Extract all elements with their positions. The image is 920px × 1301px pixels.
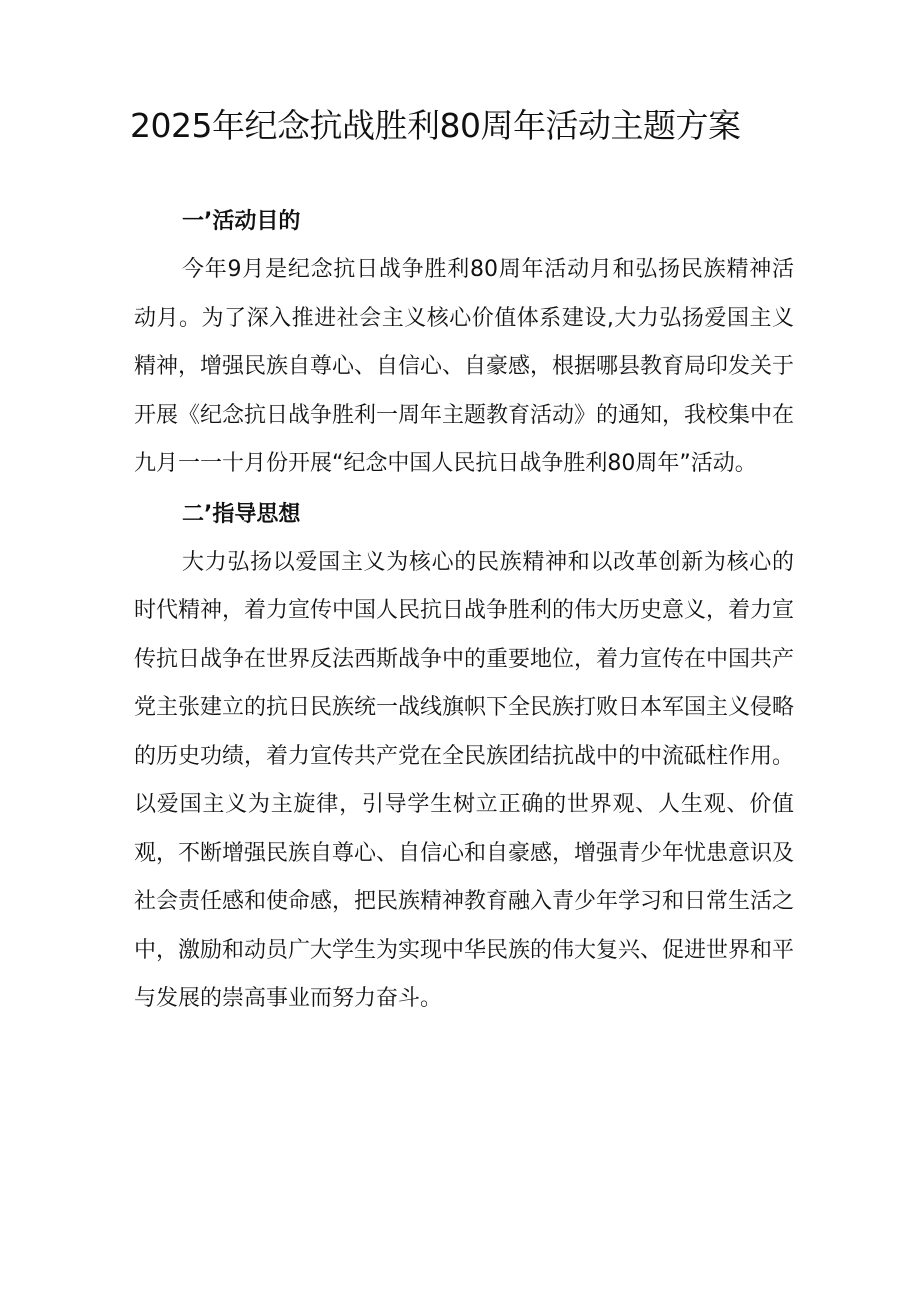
section-paragraph: 大力弘扬以爱国主义为核心的民族精神和以改革创新为核心的时代精神，着力宣传中国人民抗日战争胜利的伟大历史意义，着力宣传抗日战争在世界反法西斯战争中的重要地位，着力宣传在中国共产党主张建立的抗日民族统一战线旗帜下全民族打败日本军国主义侵略的历史功绩，着力宣传共产党在全民族团结抗战中的中流砥柱作用。以爱国主义为主旋律，引导学生树立正确的世界观、人生观、价值观，不断增强民族自尊心、自信心和自豪感，增强青少年忧患意识及社会责任感和使命感，把民族精神教育融入青少年学习和日常生活之中，激励和动员广大学生为实现中华民族的伟大复兴、促进世界和平与发展的崇高事业而努力奋斗。 [134,549,795,1011]
section-heading: 一’活动目的 [182,209,301,234]
document-title: 2025年纪念抗战胜利80周年活动主题方案 [130,106,741,145]
section-heading: 二’指导思想 [182,501,301,527]
section-paragraph: 今年9月是纪念抗日战争胜利80周年活动月和弘扬民族精神活动月。为了深入推进社会主义核心价值体系建设,大力弘扬爱国主义精神，增强民族自尊心、自信心、自豪感，根据哪县教育局印发关于开展《纪念抗日战争胜利一周年主题教育活动》的通知，我校集中在九月一一十月份开展“纪念中国人民抗日战争胜利80周年”活动。 [134,257,795,476]
document-body [134,198,794,1024]
section-activity-purpose [134,198,794,489]
section-guiding-ideology [134,491,794,1024]
